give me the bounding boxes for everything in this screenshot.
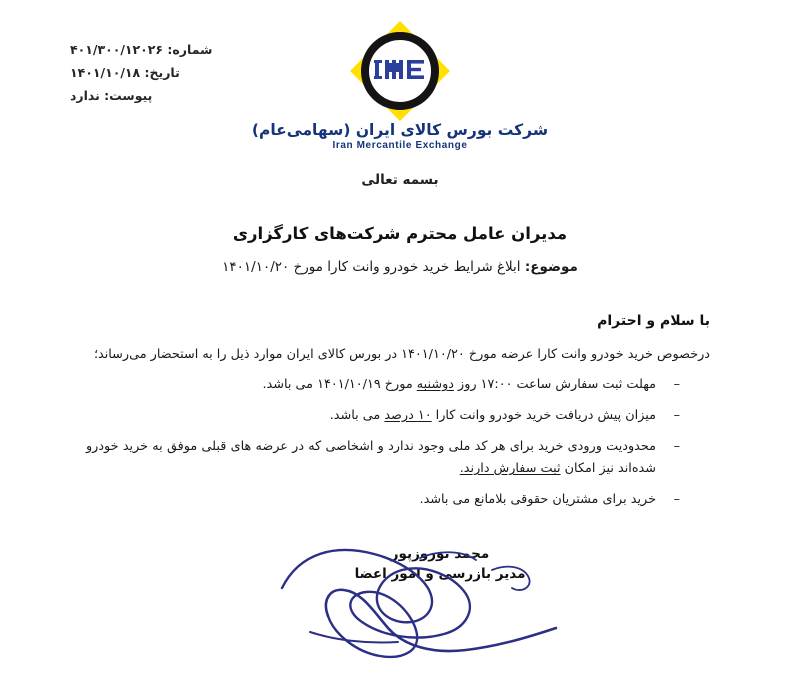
ime-logo-icon bbox=[357, 28, 443, 114]
bullet-text-underlined: ۱۰ درصد bbox=[384, 408, 432, 423]
bullet-text-post: مورخ ۱۴۰۱/۱۰/۱۹ می باشد. bbox=[262, 377, 417, 392]
metadata-label-number: شماره: bbox=[167, 42, 213, 57]
metadata-value-date: ۱۴۰۱/۱۰/۱۸ bbox=[70, 65, 141, 81]
bullet-text-post: می باشد. bbox=[329, 408, 385, 423]
subject-text: ابلاغ شرایط خرید خودرو وانت کارا مورخ ۱۴۰۱/۱۰/۲۰ bbox=[222, 259, 521, 275]
recipient-line: مدیران عامل محترم شرکت‌های کارگزاری bbox=[232, 224, 568, 243]
metadata-value-number: ۴۰۱/۳۰۰/۱۲۰۲۶ bbox=[70, 42, 164, 57]
bullet-text-pre: میزان پیش دریافت خرید خودرو وانت کارا bbox=[431, 408, 656, 423]
subject-label: موضوع: bbox=[524, 259, 578, 275]
metadata-label-date: تاریخ: bbox=[144, 65, 180, 81]
signatory-title: مدیر بازرسی و امور اعضا bbox=[354, 566, 526, 583]
organization-name-fa: شرکت بورس کالای ایران (سهامی‌عام) bbox=[251, 121, 549, 139]
salutation-line: با سلام و احترام bbox=[597, 313, 710, 329]
bullet-text-pre: مهلت ثبت سفارش ساعت ۱۷:۰۰ روز bbox=[453, 377, 656, 392]
basmala-line: بسمه تعالی bbox=[361, 172, 439, 188]
bullet-text-underlined: دوشنبه bbox=[416, 377, 454, 392]
organization-header bbox=[0, 28, 800, 151]
list-item bbox=[86, 436, 682, 480]
metadata-label-attachment: پیوست: bbox=[104, 88, 153, 104]
list-item bbox=[86, 405, 682, 427]
conditions-list bbox=[86, 374, 682, 520]
bullet-text-underlined: ثبت سفارش دارند. bbox=[459, 461, 561, 476]
bullet-text-pre: محدودیت ورودی خرید برای هر کد ملی وجود ندارد و اشخاصی که در عرضه های قبلی موفق به خرید خودرو شده‌اند نیز امکان bbox=[86, 439, 656, 476]
logo-monogram-icon bbox=[357, 28, 443, 114]
list-item bbox=[86, 374, 682, 396]
list-item bbox=[86, 489, 682, 511]
organization-name-en: Iran Mercantile Exchange bbox=[332, 140, 468, 151]
signatory-name: محمد نوروزپور bbox=[390, 546, 490, 562]
signature-block bbox=[325, 544, 555, 585]
subject-line bbox=[90, 259, 710, 275]
intro-paragraph: درخصوص خرید خودرو وانت کارا عرضه مورخ ۱۴۰۱/۱۰/۲۰ در بورس کالای ایران موارد ذیل را به استحضار می‌رساند؛ bbox=[93, 347, 710, 362]
bullet-text-pre: خرید برای مشتریان حقوقی بلامانع می باشد. bbox=[419, 492, 656, 507]
metadata-value-attachment: ندارد bbox=[70, 88, 100, 104]
